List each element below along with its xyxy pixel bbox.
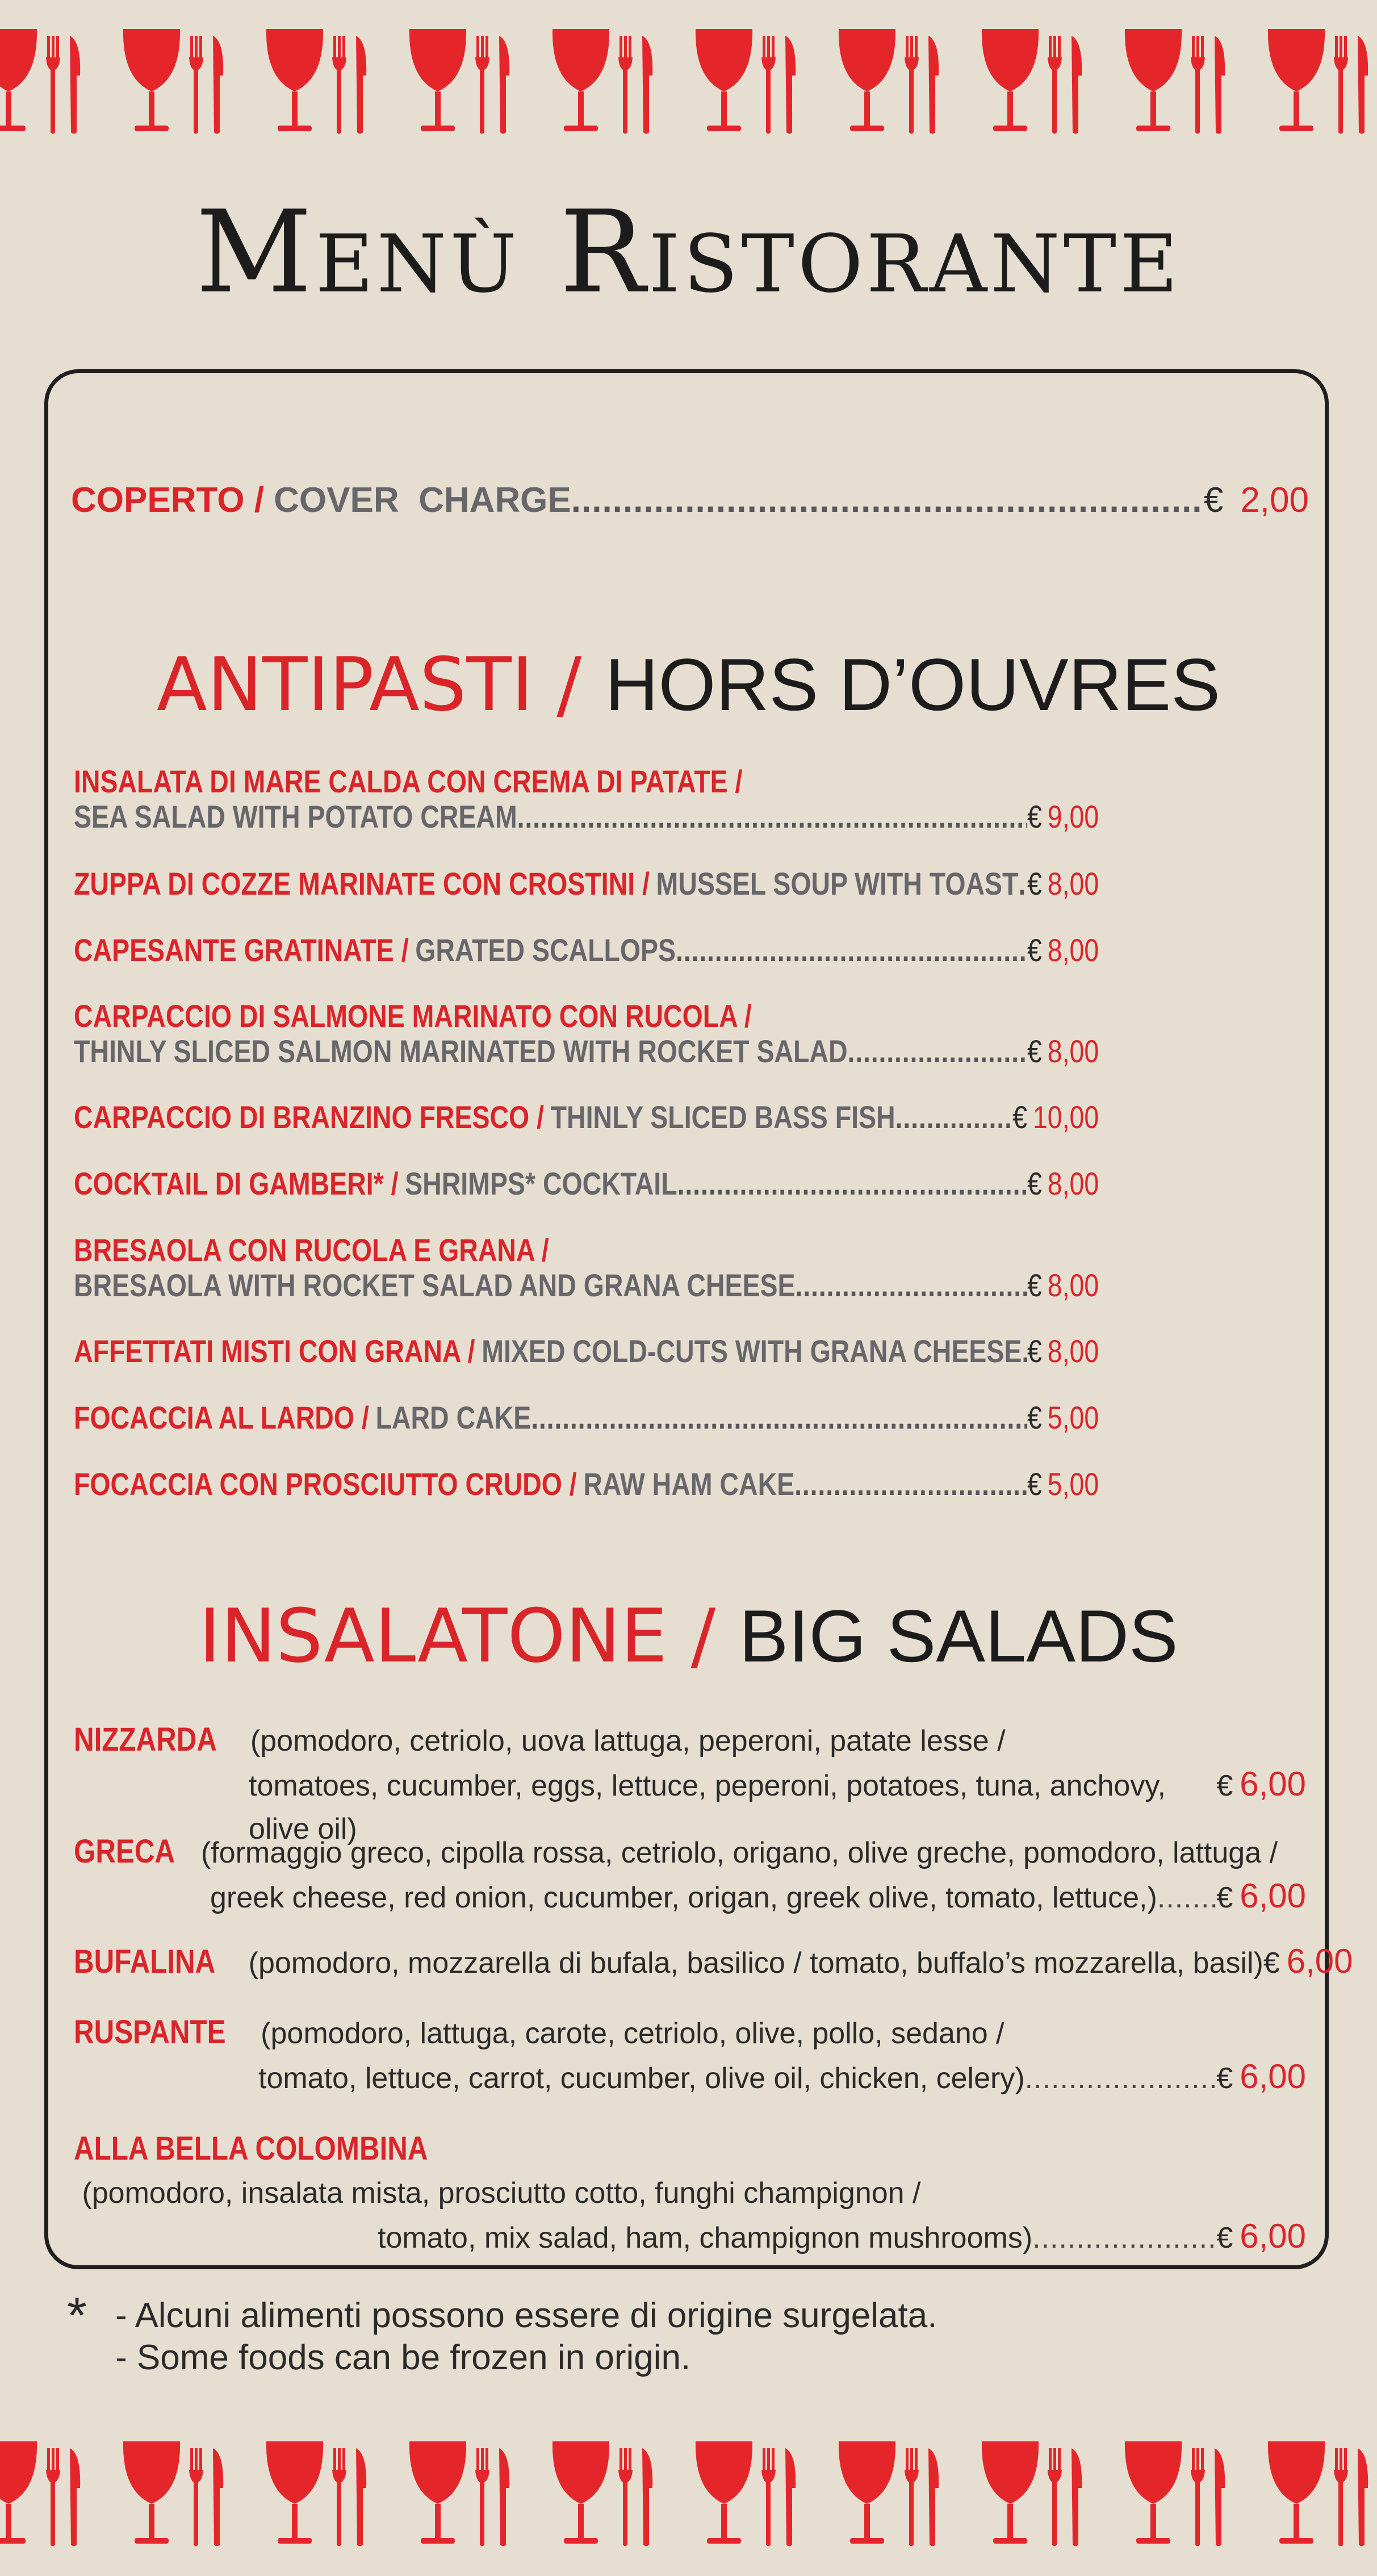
item-name-it: BRESAOLA CON RUCOLA E GRANA / [74, 1232, 549, 1268]
item-price: 8,00 [1047, 932, 1099, 968]
menu-item [74, 1467, 1099, 1502]
item-name-it: CARPACCIO DI SALMONE MARINATO CON RUCOLA / [74, 998, 752, 1034]
salad-desc: (pomodoro, mozzarella di bufala, basilico / tomato, buffalo’s mozzarella, basil) [240, 1947, 1263, 1980]
salad-price: 6,00 [1240, 1877, 1306, 1915]
salad-desc-en: tomato, lettuce, carrot, cucumber, olive oil, chicken, celery) [258, 2062, 1025, 2095]
leader-dots [571, 480, 1204, 520]
leader-dots [677, 1166, 1027, 1201]
leader-dots [531, 1400, 1027, 1435]
salad-name: ALLA BELLA COLOMBINA [74, 2130, 428, 2167]
antipasti-heading-en: HORS D’OUVRES [605, 643, 1221, 726]
item-currency: € [1027, 1267, 1042, 1303]
salad-desc-en: greek cheese, red onion, cucumber, origan, greek olive, tomato, lettuce,) [210, 1881, 1157, 1914]
item-name-en: MIXED COLD-CUTS WITH GRANA CHEESE [482, 1333, 1022, 1369]
salad-currency: € [1216, 2222, 1233, 2254]
menu-item [74, 1100, 1099, 1135]
item-name-it: CAPESANTE GRATINATE / [74, 932, 409, 968]
item-currency: € [1027, 866, 1042, 901]
cover-charge-row [71, 480, 1309, 520]
leader-dots [794, 1467, 1027, 1502]
bottom-decorative-band [0, 2428, 1377, 2562]
item-currency: € [1027, 799, 1042, 834]
footnote-line-en: - Some foods can be frozen in origin. [115, 2338, 691, 2377]
insalatone-heading-en: BIG SALADS [739, 1594, 1178, 1677]
item-price: 8,00 [1047, 866, 1099, 901]
item-currency: € [1027, 1466, 1042, 1502]
item-price: 8,00 [1047, 1166, 1099, 1201]
salad-currency: € [1263, 1947, 1280, 1980]
antipasti-heading [0, 641, 1377, 728]
salad-desc-en: tomato, mix salad, ham, champignon mushrooms) [378, 2222, 1033, 2254]
leader-dots [1022, 1334, 1027, 1369]
item-name-it: CARPACCIO DI BRANZINO FRESCO / [74, 1099, 545, 1135]
item-name-it: FOCACCIA AL LARDO / [74, 1400, 369, 1435]
leader-dots [1025, 2057, 1217, 2100]
salad-currency: € [1216, 1881, 1233, 1914]
menu-item [74, 1166, 1099, 1201]
top-decorative-band [0, 14, 1377, 148]
leader-dots [848, 1034, 1027, 1069]
item-currency: € [1027, 1166, 1042, 1201]
item-name-en: MUSSEL SOUP WITH TOAST [656, 866, 1019, 901]
item-price: 9,00 [1047, 799, 1099, 834]
item-currency: € [1027, 1333, 1042, 1369]
cutlery-glass-pattern-icon [0, 2428, 1377, 2562]
item-name-en: GRATED SCALLOPS [415, 932, 676, 968]
leader-dots [517, 799, 1027, 834]
item-name-en: THINLY SLICED BASS FISH [550, 1099, 895, 1135]
cover-price: 2,00 [1240, 481, 1309, 520]
item-name-en: SEA SALAD WITH POTATO CREAM [74, 799, 517, 834]
salad-desc-it: (pomodoro, lattuga, carote, cetriolo, olive, pollo, sedano / [252, 2017, 1005, 2050]
antipasti-heading-it: ANTIPASTI [156, 641, 534, 728]
item-price: 10,00 [1032, 1099, 1099, 1135]
salad-currency: € [1216, 1769, 1233, 1802]
item-name-en: THINLY SLICED SALMON MARINATED WITH ROCKET SALAD [74, 1033, 848, 1069]
item-name-it: INSALATA DI MARE CALDA CON CREMA DI PATATE / [74, 763, 743, 799]
menu-item [74, 764, 1099, 834]
item-price: 8,00 [1047, 1333, 1099, 1369]
leader-dots [895, 1100, 1013, 1135]
item-name-it: FOCACCIA CON PROSCIUTTO CRUDO / [74, 1466, 577, 1502]
salad-item [74, 1940, 1353, 1985]
item-currency: € [1027, 932, 1042, 968]
salad-desc-it: (formaggio greco, cipolla rossa, cetriolo, origano, olive greche, pomodoro, lattuga / [192, 1836, 1278, 1869]
insalatone-heading-it: INSALATONE [199, 1593, 668, 1679]
salad-price: 6,00 [1240, 1765, 1306, 1803]
cutlery-glass-pattern-icon [0, 14, 1377, 148]
salad-desc-it: (pomodoro, insalata mista, prosciutto cotto, funghi champignon / [74, 2177, 921, 2210]
item-name-en: LARD CAKE [375, 1400, 531, 1435]
item-currency: € [1027, 1033, 1042, 1069]
salad-currency: € [1216, 2062, 1233, 2095]
salad-name: GRECA [74, 1833, 175, 1870]
leader-dots [676, 933, 1027, 968]
salad-item [74, 2127, 1306, 2260]
salad-desc-it: (pomodoro, cetriolo, uova lattuga, peperoni, patate lesse / [242, 1725, 1006, 1757]
item-price: 5,00 [1047, 1466, 1099, 1502]
insalatone-heading [0, 1593, 1377, 1679]
item-price: 8,00 [1047, 1033, 1099, 1069]
item-name-en: RAW HAM CAKE [583, 1466, 795, 1502]
menu-item [74, 999, 1099, 1069]
salad-name: BUFALINA [74, 1943, 216, 1980]
footnote-asterisk: * [67, 2287, 87, 2344]
salad-item [74, 1830, 1306, 1919]
salad-name: RUSPANTE [74, 2014, 226, 2051]
item-name-it: AFFETTATI MISTI CON GRANA / [74, 1333, 475, 1369]
item-name-en: SHRIMPS* COCKTAIL [405, 1166, 677, 1201]
menu-item [74, 866, 1099, 901]
leader-dots [1032, 2216, 1216, 2260]
item-name-it: ZUPPA DI COZZE MARINATE CON CROSTINI / [74, 866, 650, 901]
cover-sep: / [244, 481, 274, 520]
footnote-line-it: - Alcuni alimenti possono essere di origine surgelata. [115, 2296, 937, 2335]
leader-dots [795, 1268, 1027, 1303]
item-price: 8,00 [1047, 1267, 1099, 1303]
insalatone-heading-sep: / [667, 1593, 739, 1679]
item-currency: € [1012, 1099, 1027, 1135]
page-title: Menù Ristorante [195, 186, 1182, 319]
salad-price: 6,00 [1240, 2217, 1306, 2255]
antipasti-heading-sep: / [533, 641, 605, 728]
cover-it: COPERTO [71, 481, 245, 520]
menu-item [74, 1400, 1099, 1435]
item-name-it: COCKTAIL DI GAMBERI* / [74, 1166, 399, 1201]
leader-dots [1018, 866, 1027, 901]
cover-en: COVER CHARGE [274, 481, 571, 520]
salad-item [74, 2011, 1306, 2100]
item-name-en: BRESAOLA WITH ROCKET SALAD AND GRANA CHEESE [74, 1267, 796, 1303]
footnote [67, 2287, 937, 2379]
menu-item [74, 933, 1099, 968]
item-currency: € [1027, 1400, 1042, 1435]
cover-currency: € [1203, 481, 1224, 520]
menu-item [74, 1233, 1099, 1303]
salad-price: 6,00 [1286, 1942, 1353, 1980]
leader-dots [1157, 1876, 1216, 1919]
salad-name: NIZZARDA [74, 1721, 217, 1758]
salad-desc-en: tomatoes, cucumber, eggs, lettuce, peperoni, potatoes, tuna, anchovy, olive oil) [249, 1769, 1166, 1846]
menu-item [74, 1334, 1099, 1369]
item-price: 5,00 [1047, 1400, 1099, 1435]
salad-price: 6,00 [1240, 2057, 1306, 2095]
